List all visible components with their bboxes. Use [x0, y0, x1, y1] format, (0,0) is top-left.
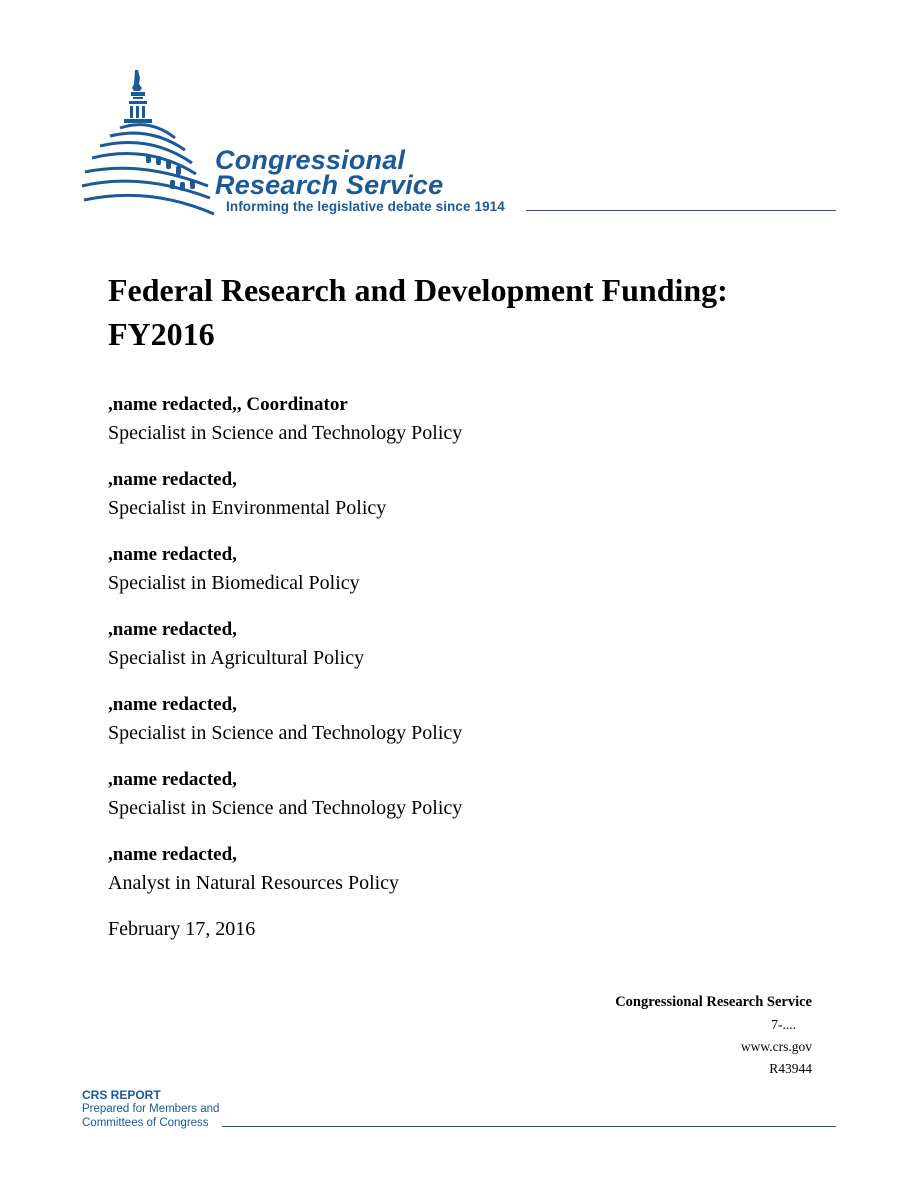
report-title-line2: FY2016: [108, 316, 215, 352]
author-role: Specialist in Biomedical Policy: [108, 572, 360, 594]
author-name: ,name redacted,, Coordinator: [108, 394, 348, 415]
report-title: [108, 268, 828, 356]
report-date: February 17, 2016: [108, 918, 256, 940]
author-role: Specialist in Science and Technology Policy: [108, 797, 463, 819]
crs-logo: [80, 68, 840, 218]
author-name: ,name redacted,: [108, 469, 237, 490]
author-entry: [108, 842, 808, 917]
author-list: [108, 392, 808, 917]
author-name: ,name redacted,: [108, 694, 237, 715]
contact-phone: 7-....: [771, 1017, 796, 1032]
contact-org: Congressional Research Service: [615, 994, 812, 1010]
author-entry: [108, 542, 808, 617]
crs-report-label: CRS REPORT: [82, 1088, 161, 1102]
org-tagline: Informing the legislative debate since 1914: [226, 199, 505, 214]
author-name: ,name redacted,: [108, 619, 237, 640]
crs-report-line2: Committees of Congress: [82, 1117, 209, 1129]
contact-block: [615, 990, 812, 1080]
report-number: R43944: [769, 1061, 812, 1076]
contact-website[interactable]: www.crs.gov: [740, 1039, 812, 1054]
author-entry: [108, 767, 808, 842]
author-role: Specialist in Science and Technology Policy: [108, 422, 463, 444]
org-name-line2: Research Service: [215, 170, 444, 200]
header-rule: [526, 210, 836, 211]
author-entry: [108, 692, 808, 767]
capitol-dome-icon: [80, 68, 220, 218]
author-name: ,name redacted,: [108, 844, 237, 865]
author-name: ,name redacted,: [108, 769, 237, 790]
author-role: Analyst in Natural Resources Policy: [108, 872, 400, 894]
crs-report-tag: [82, 1088, 219, 1130]
footer-rule: [222, 1126, 836, 1127]
org-name-line1: Congressional: [215, 145, 406, 175]
author-entry: [108, 467, 808, 542]
author-entry: [108, 392, 808, 467]
author-name: ,name redacted,: [108, 544, 237, 565]
author-role: Specialist in Agricultural Policy: [108, 647, 365, 669]
author-role: Specialist in Science and Technology Policy: [108, 722, 463, 744]
author-entry: [108, 617, 808, 692]
author-role: Specialist in Environmental Policy: [108, 497, 387, 519]
report-title-line1: Federal Research and Development Funding:: [108, 272, 728, 308]
crs-report-line1: Prepared for Members and: [82, 1103, 220, 1115]
